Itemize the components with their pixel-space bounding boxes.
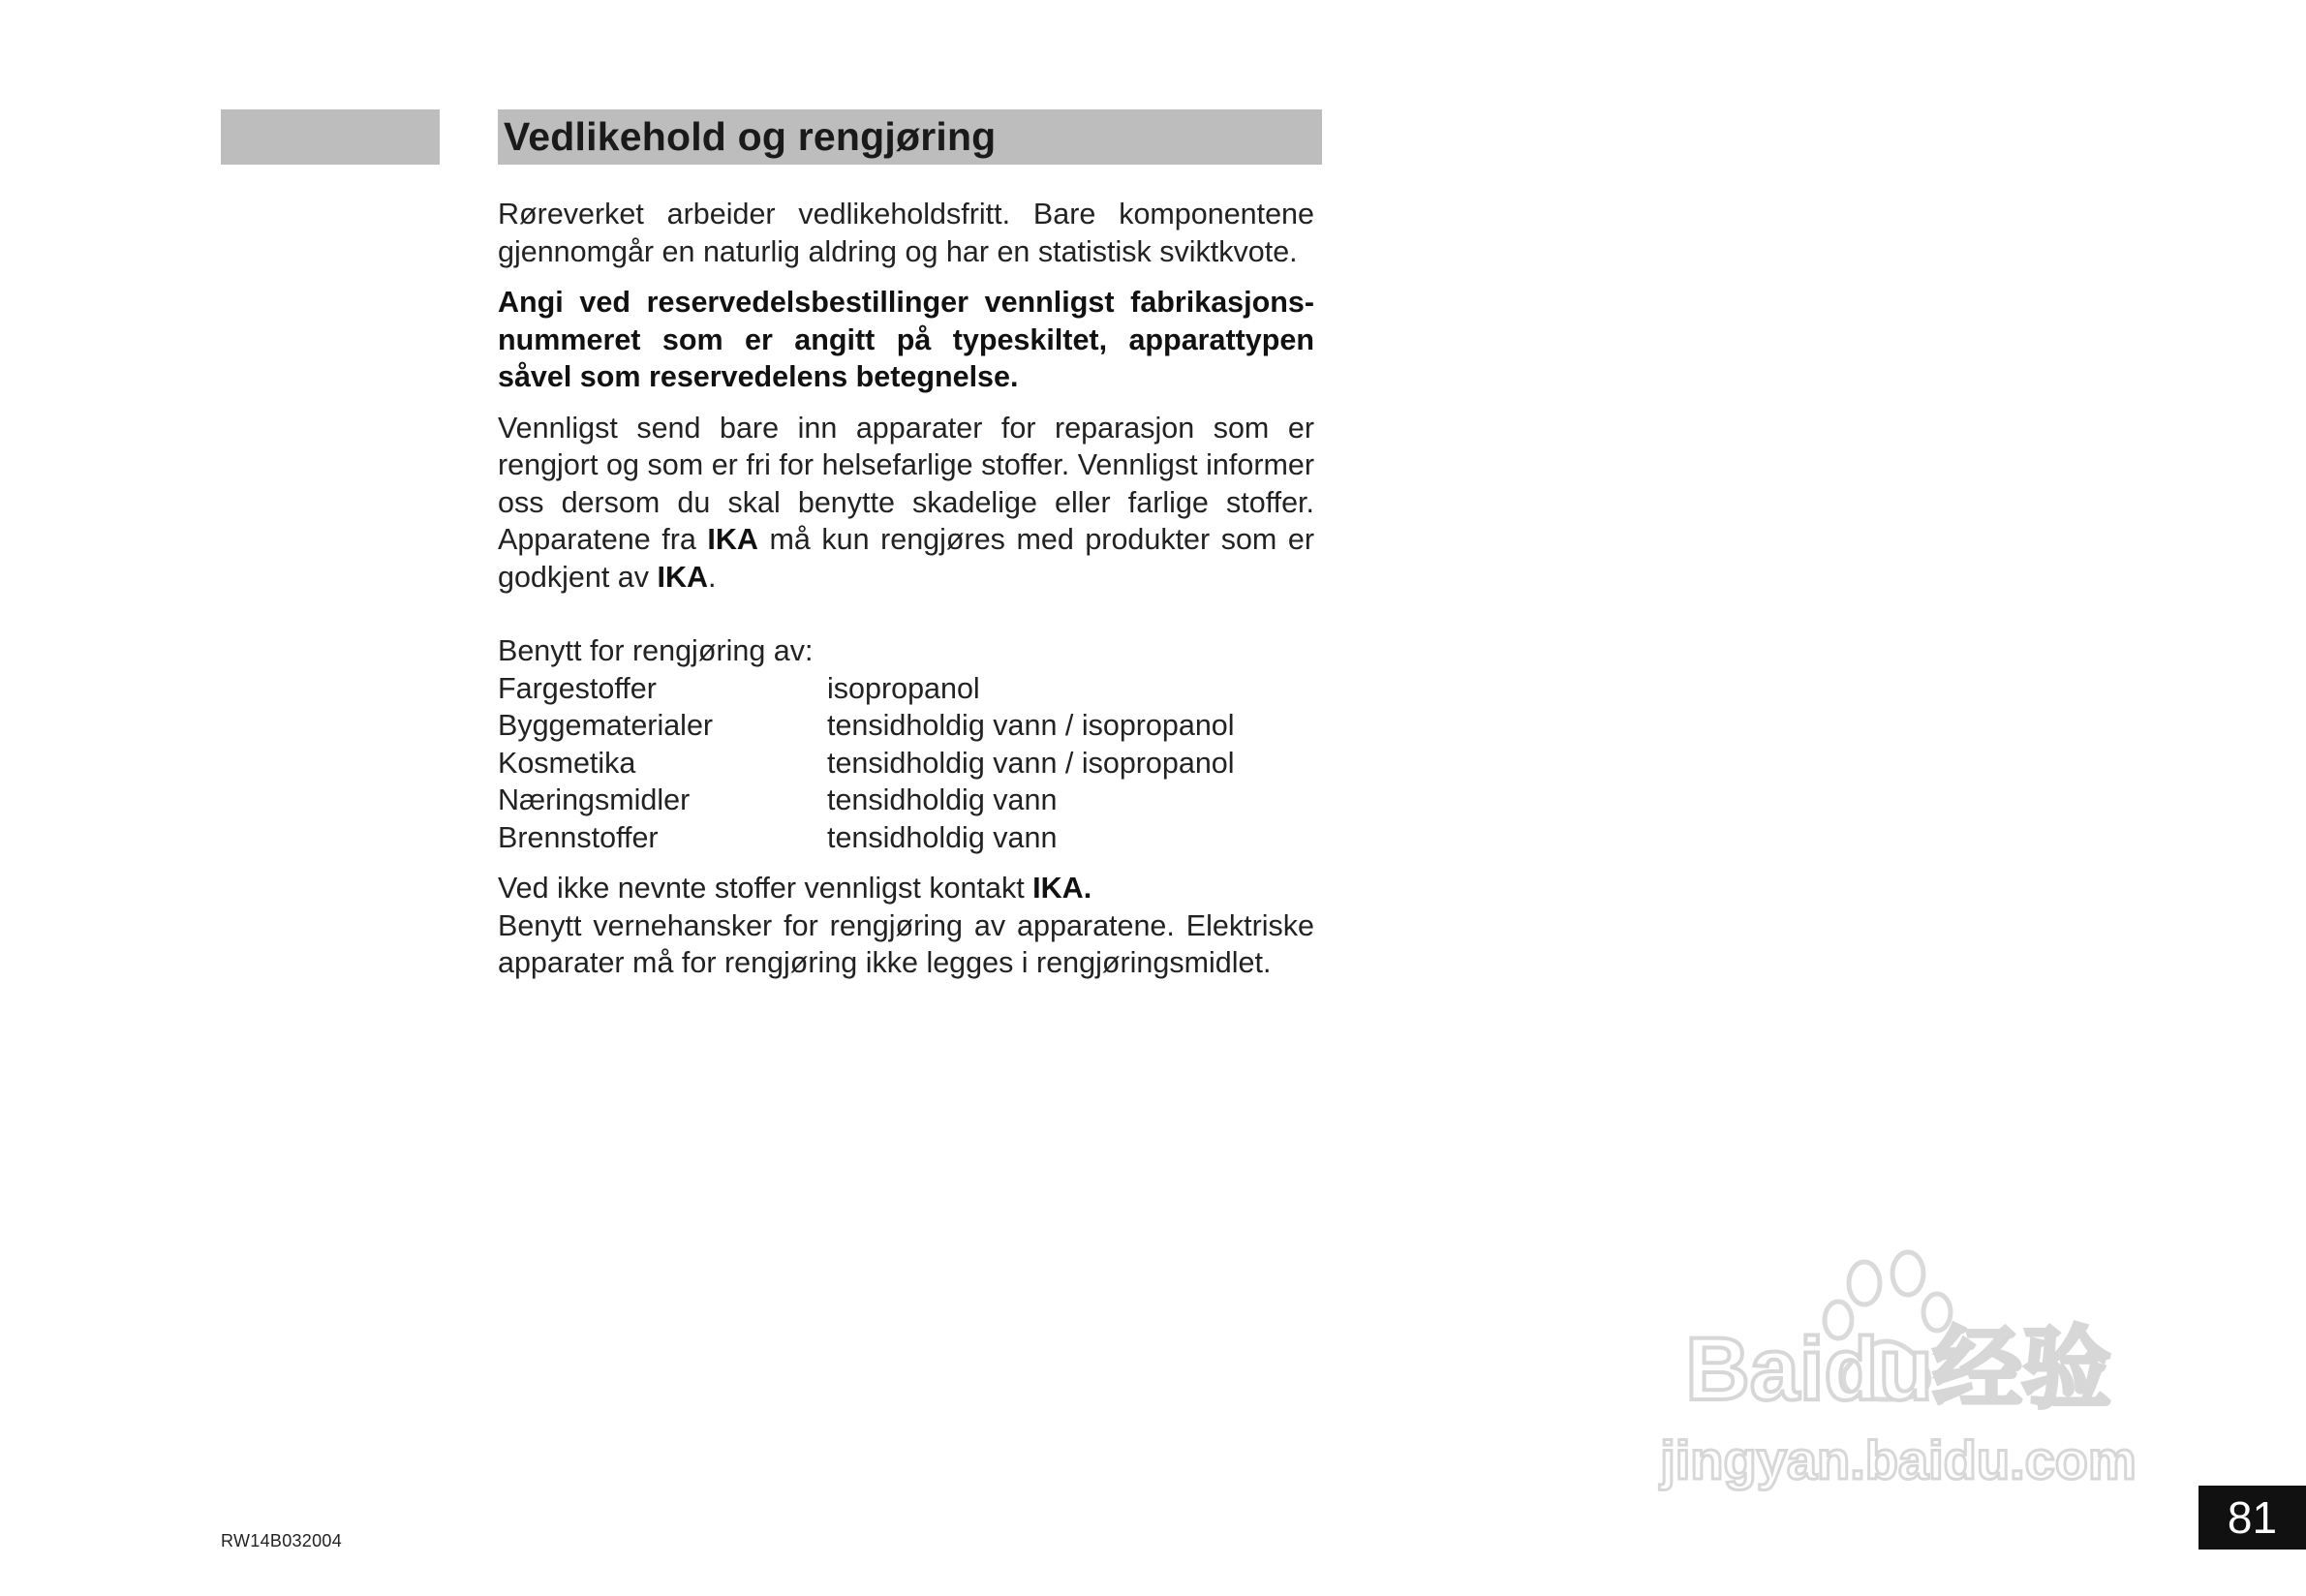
document-code: RW14B032004 (221, 1531, 343, 1550)
cleaning-intro: Benytt for rengjøring av: (498, 634, 814, 667)
agent-cell: tensidholdig vann (827, 783, 1058, 816)
watermark-text-1: Baidu经验 (1685, 1320, 2111, 1419)
agent-cell: isopropanol (827, 671, 980, 705)
heading-bar (498, 109, 1322, 165)
repair-text-2: må kun rengjøres med produkter som er godkjent av (498, 523, 1314, 594)
brand-name: IKA (707, 523, 758, 556)
material-cell: Næringsmidler (498, 783, 691, 816)
contact-text: Ved ikke nevnte stoffer vennligst kontakt (498, 872, 1033, 905)
brand-name: IKA. (1032, 872, 1092, 905)
baidu-watermark-logo (1627, 1244, 2169, 1506)
watermark-text-2: jingyan.baidu.com (1660, 1429, 2137, 1490)
page-number: 81 (2198, 1486, 2306, 1550)
table-row (498, 670, 1235, 708)
material-cell: Fargestoffer (498, 671, 657, 705)
gloves-paragraph: Benytt vernehansker for rengjøring av apparatene. Elektriske apparater må for rengjøring ikke legges i rengjøringsmidlet. (498, 908, 1314, 979)
agent-cell: tensidholdig vann / isopropanol (827, 709, 1235, 742)
agent-cell: tensidholdig vann / isopropanol (827, 746, 1235, 780)
table-row (498, 819, 1235, 857)
material-cell: Byggematerialer (498, 709, 714, 742)
material-cell: Kosmetika (498, 746, 636, 780)
table-row (498, 707, 1235, 745)
paragraph-maintenance: Røreverket arbeider vedlikeholdsfritt. Bare komponentene gjennomgår en naturlig aldring og har en statistisk sviktkvote. (498, 198, 1314, 268)
paragraph-spare-parts: Angi ved reservedelsbestillinger vennligst fabrikasjons-nummeret som er angitt på typeskiltet, apparattypen såvel som reservedelens betegnelse. (498, 286, 1314, 393)
agent-cell: tensidholdig vann (827, 820, 1058, 854)
paragraph-repair (498, 410, 1314, 597)
repair-text-3: . (708, 560, 717, 594)
page-title: Vedlikehold og rengjøring (504, 114, 997, 159)
cleaning-table (498, 670, 1235, 857)
material-cell: Brennstoffer (498, 820, 659, 854)
table-row (498, 782, 1235, 819)
repair-text-1: Vennligst send bare inn apparater for reparasjon som er rengjort og som er fri for helsefarlige stoffer. Vennligst informer oss dersom du skal benytte skadelige eller farlige stoffer. Apparatene fra (498, 411, 1314, 556)
brand-name: IKA (657, 560, 709, 594)
side-bar (221, 109, 440, 165)
table-row (498, 745, 1235, 783)
content (498, 196, 1314, 982)
contact-line (498, 870, 1314, 907)
